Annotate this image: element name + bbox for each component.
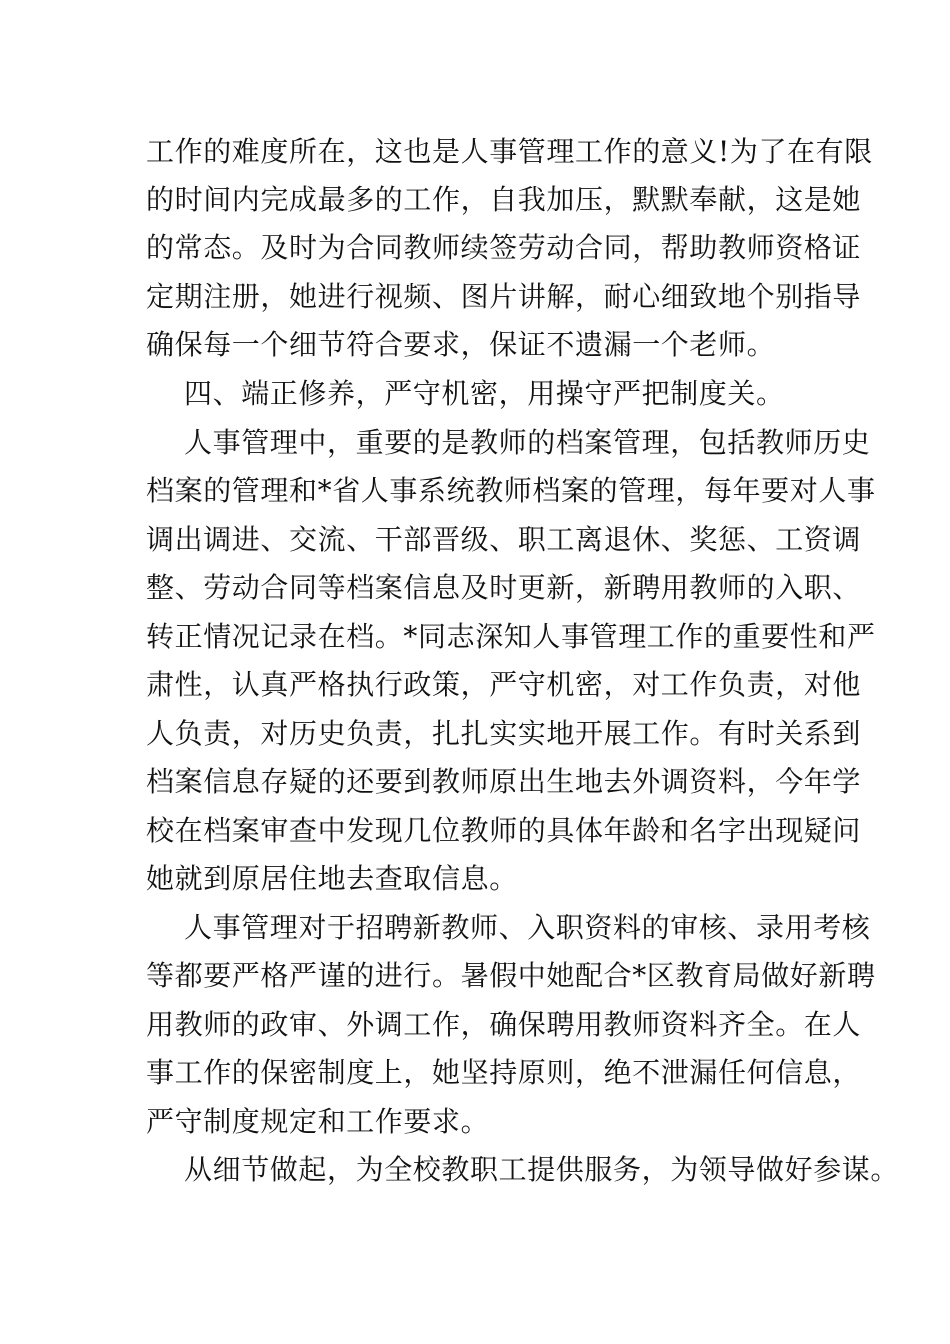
section-heading: 四、端正修养，严守机密，用操守严把制度关。 [184, 377, 785, 410]
text-line-12: 肃性，认真严格执行政策，严守机密，对工作负责，对他 [146, 668, 862, 701]
text-line-13: 人负责，对历史负责，扎扎实实地开展工作。有时关系到 [146, 717, 862, 750]
text-line-14: 档案信息存疑的还要到教师原出生地去外调资料，今年学 [146, 765, 862, 798]
text-line-17: 人事管理对于招聘新教师、入职资料的审核、录用考核 [184, 911, 871, 944]
text-line-9: 调出调进、交流、干部晋级、职工离退休、奖惩、工资调 [146, 523, 862, 556]
text-line-15: 校在档案审查中发现几位教师的具体年龄和名字出现疑问 [146, 814, 862, 847]
text-line-20: 事工作的保密制度上，她坚持原则，绝不泄漏任何信息， [146, 1056, 862, 1089]
text-line-21: 严守制度规定和工作要求。 [146, 1105, 490, 1138]
text-line-4: 定期注册，她进行视频、图片讲解，耐心细致地个别指导 [146, 280, 862, 313]
text-line-2: 的时间内完成最多的工作，自我加压，默默奉献，这是她 [146, 183, 862, 216]
text-line-5: 确保每一个细节符合要求，保证不遗漏一个老师。 [146, 328, 776, 361]
text-line-7: 人事管理中，重要的是教师的档案管理，包括教师历史 [184, 426, 871, 459]
text-line-11: 转正情况记录在档。*同志深知人事管理工作的重要性和严 [146, 620, 876, 653]
text-line-8: 档案的管理和*省人事系统教师档案的管理，每年要对人事 [146, 474, 876, 507]
text-line-18: 等都要严格严谨的进行。暑假中她配合*区教育局做好新聘 [146, 959, 876, 992]
text-line-22: 从细节做起，为全校教职工提供服务，为领导做好参谋。 [184, 1153, 900, 1186]
text-line-1: 工作的难度所在，这也是人事管理工作的意义!为了在有限 [146, 135, 873, 168]
text-line-19: 用教师的政审、外调工作，确保聘用教师资料齐全。在人 [146, 1008, 862, 1041]
text-line-10: 整、劳动合同等档案信息及时更新，新聘用教师的入职、 [146, 571, 862, 604]
text-line-16: 她就到原居住地去查取信息。 [146, 862, 518, 895]
text-line-3: 的常态。及时为合同教师续签劳动合同，帮助教师资格证 [146, 231, 862, 264]
